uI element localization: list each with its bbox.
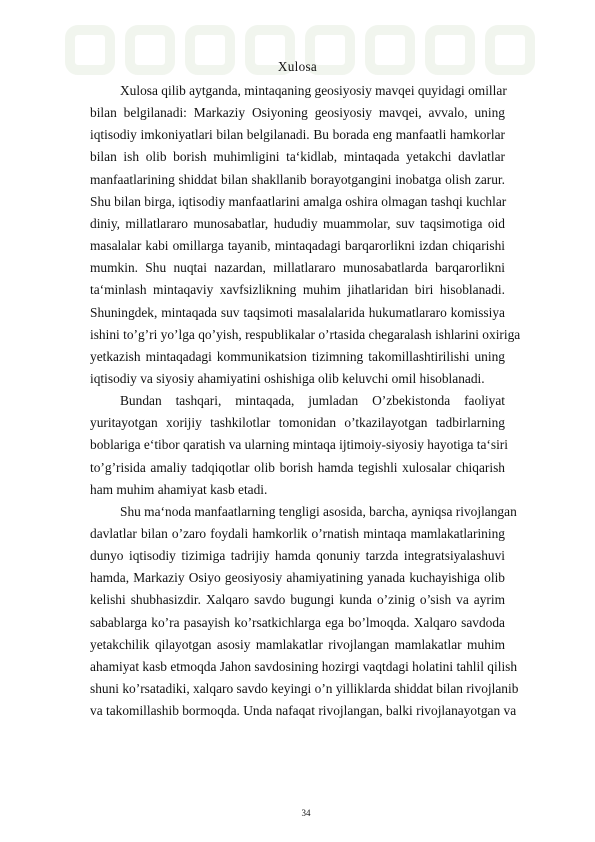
text-line: mumkin. Shu nuqtai nazardan, millatlararo munosabatlarda barqarorlikni <box>90 260 505 276</box>
page-title: Xulosa <box>277 59 318 74</box>
text-line: bilan belgilanadi: Markaziy Osiyoning geosiyosiy mavqei, avvalo, uning <box>90 105 505 121</box>
text-line: boblariga e‘tibor qaratish va ularning mintaqa ijtimoiy-siyosiy hayotiga ta‘siri <box>90 437 508 453</box>
text-line: Bundan tashqari, mintaqada, jumladan O’zbekistonda faoliyat <box>120 393 505 409</box>
text-line: Shu bilan birga, iqtisodiy manfaatlarini amalga oshira olmagan tashqi kuchlar <box>90 193 507 209</box>
text-line: yetkazish mintaqadagi kommunikatsion tizimning takomillashtirilishi uning <box>90 348 505 364</box>
text-line: hamda, Markaziy Osiyo geosiyosiy ahamiyatining yanada kuchayishiga olib <box>90 570 505 586</box>
text-line: bilan ish olib borish muhimligini ta‘kidlab, mintaqada yetakchi davlatlar <box>90 149 505 165</box>
text-line: ishini to’g’ri yo’lga qo’yish, respublikalar o’rtasida chegaralash ishlarini oxiriga <box>90 326 521 342</box>
text-line: sabablarga ko’ra pasayish ko’rsatkichlarga ega bo’lmoqda. Xalqaro savdoda <box>90 614 505 630</box>
text-line: iqtisodiy va siyosiy ahamiyatini oshishiga olib keluvchi omil hisoblanadi. <box>90 370 485 386</box>
text-line: dunyo iqtisodiy tizimiga tadrijiy hamda qonuniy tarzda integratsiyalashuvi <box>90 548 505 564</box>
text-line: ta‘minlash mintaqaviy xavfsizlikning muhim jihatlaridan biri hisoblanadi. <box>90 282 505 298</box>
text-line: Xulosa qilib aytganda, mintaqaning geosiyosiy mavqei quyidagi omillar <box>120 83 507 98</box>
text-line: shuni ko’rsatadiki, xalqaro savdo keyingi o’n yilliklarda shiddat bilan rivojlanib <box>90 681 519 697</box>
text-line: iqtisodiy imkoniyatlari bilan belgilanadi. Bu borada eng manfaatli hamkorlar <box>90 127 505 143</box>
text-line: masalalar kabi omillarga tayanib, mintaqadagi barqarorlikni izdan chiqarishi <box>90 238 505 254</box>
text-line: Shuningdek, mintaqada suv taqsimoti masalalarida hukumatlararo komissiya <box>90 304 505 320</box>
text-line: ahamiyat kasb etmoqda Jahon savdosining hozirgi vaqtdagi holatini tahlil qilish <box>90 658 518 674</box>
page-number: 34 <box>301 808 311 818</box>
text-line: davlatlar bilan o’zaro foydali hamkorlik o’rnatish mintaqa mamlakatlarining <box>90 526 505 541</box>
text-line: kelishi shubhasizdir. Xalqaro savdo bugungi kunda o’zinig o’sish va ayrim <box>90 592 505 608</box>
text-line: yetakchilik qilayotgan asosiy mamlakatlar rivojlangan mamlakatlar muhim <box>90 636 505 652</box>
text-line: ham muhim ahamiyat kasb etadi. <box>90 481 268 497</box>
text-line: to’g’risida amaliy tadqiqotlar olib borish hamda tegishli xulosalar chiqarish <box>90 459 505 475</box>
text-line: manfaatlarining shiddat bilan shakllanib borayotgangini inobatga olish zarur. <box>90 171 505 187</box>
text-line: diniy, millatlararo munosabatlar, hududiy muammolar, suv taqsimotiga oid <box>90 215 505 231</box>
text-line: va takomillashib bormoqda. Unda nafaqat rivojlangan, balki rivojlanayotgan va <box>90 703 517 719</box>
text-line: yuritayotgan xorijiy tashkilotlar tomonidan o’tkazilayotgan tadbirlarning <box>90 415 505 431</box>
text-line: Shu ma‘noda manfaatlarning tengligi asosida, barcha, ayniqsa rivojlangan <box>120 503 517 519</box>
